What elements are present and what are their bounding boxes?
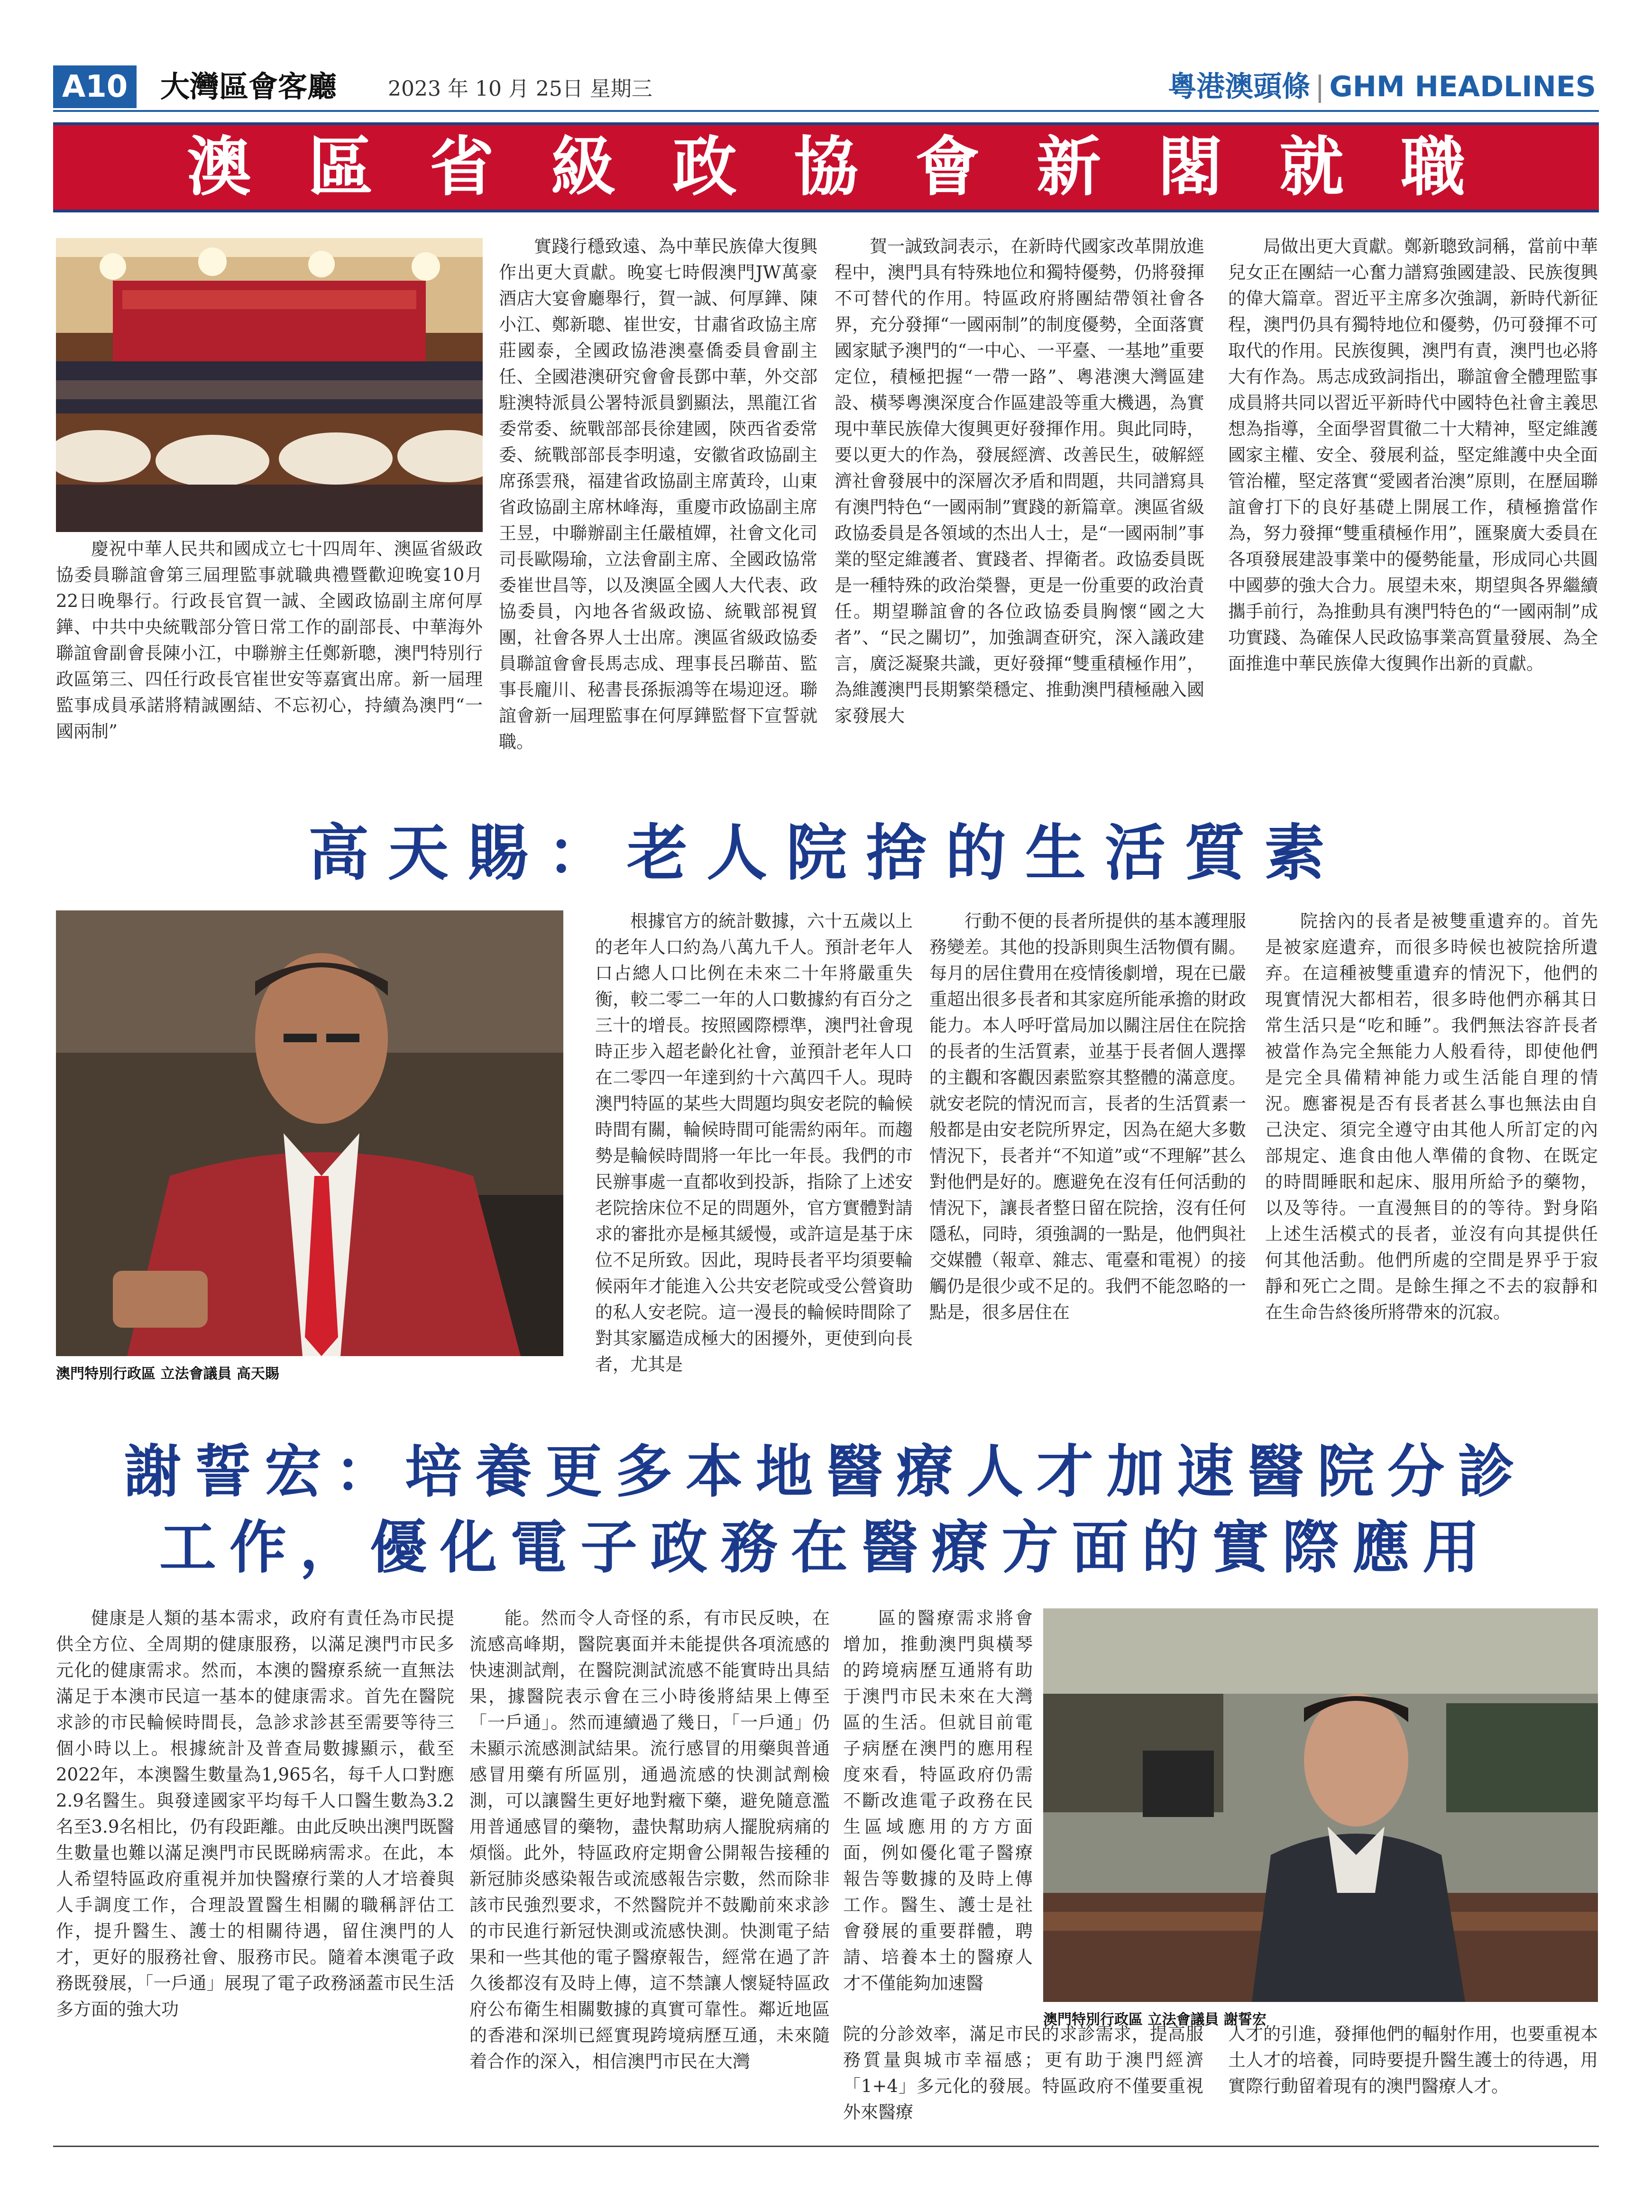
article2-col3-text: 院捨內的長者是被雙重遺弃的。首先是被家庭遺弃，而很多時候也被院捨所遺弃。在這種被雙重遺弃的情況下，他們的現實情況大都相若，很多時他們亦稱其日常生活只是“吃和睡”。我們無法容許長者被當作為完全無能力人般看待，即使他們是完全具備精神能力或生活能自理的情況。應審視是否有長者甚么事也無法由自己決定、須完全遵守由其他人所訂定的內部規定、進食由他人準備的食物、在既定的時間睡眠和起床、服用所給予的藥物，以及等待。一直漫無目的的等待。對身陷上述生活模式的長者，並沒有向其提供任何其他活動。他們所處的空間是界乎于寂靜和死亡之間。是餘生揮之不去的寂靜和在生命告終後所將帶來的沉寂。 bbox=[1265, 911, 1598, 1322]
article3-headline-line1: 謝誓宏：培養更多本地醫療人才加速醫院分診 bbox=[124, 1439, 1528, 1505]
article2-column-2 bbox=[929, 908, 1246, 1420]
article1-column-2 bbox=[499, 233, 817, 801]
article1-column-1 bbox=[56, 536, 483, 801]
speaker-photo-tse bbox=[1043, 1608, 1598, 2002]
article3-column-4-tail bbox=[1228, 2021, 1598, 2135]
article3-tail-left-text: 院的分診效率，滿足市民的求診需求，提高服務質量與城市幸福感；更有助于澳門經濟「1+4」多元化的發展。特區政府不僅要重視外來醫療 bbox=[843, 2024, 1203, 2122]
banquet-photo bbox=[56, 238, 483, 532]
article2-headline: 高天賜：老人院捨的生活質素 bbox=[308, 818, 1344, 889]
article2-column-3 bbox=[1265, 908, 1598, 1420]
page-number: A10 bbox=[53, 65, 137, 108]
article2-col1-text: 根據官方的統計數據，六十五歲以上的老年人口約為八萬九千人。預計老年人口占總人口比例在未來二十年將嚴重失衡，較二零二一年的人口數據約有百分之三十的增長。按照國際標準，澳門社會現時正步入超老齡化社會，並預計老年人口在二零四一年達到約十六萬四千人。現時澳門特區的某些大問題均與安老院的輪候時間有關，輪候時間可能需約兩年。而趨勢是輪候時間將一年比一年長。我們的市民辦事處一直都收到投訴，指除了上述安老院捨床位不足的問題外，官方實體對請求的審批亦是極其緩慢，或許這是基于床位不足所致。因此，現時長者平均須要輪候兩年才能進入公共安老院或受公營資助的私人安老院。這一漫長的輪候時間除了對其家屬造成極大的困擾外，更使到向長者，尤其是 bbox=[595, 911, 913, 1375]
brand-en: GHM HEADLINES bbox=[1329, 70, 1596, 103]
article3-column-3 bbox=[843, 1605, 1033, 2018]
article1-col1-text: 慶祝中華人民共和國成立七十四周年、澳區省級政協委員聯誼會第三屆理監事就職典禮暨歡迎晚宴10月22日晚舉行。行政長官賀一誠、全國政協副主席何厚鏵、中共中央統戰部分管日常工作的副部長、中華海外聯誼會副會長陳小江，中聯辦主任鄭新聰，澳門特別行政區第三、四任行政長官崔世安等嘉賓出席。新一屆理監事成員承諾將精誠團結、不忘初心，持續為澳門“一國兩制” bbox=[56, 539, 483, 742]
article3-column-3-tail bbox=[843, 2021, 1203, 2135]
article3-headline-line2: 工作，優化電子政務在醫療方面的實際應用 bbox=[159, 1515, 1493, 1581]
header-rule bbox=[53, 110, 1599, 112]
article1-column-3 bbox=[835, 233, 1204, 801]
article1-col2-text: 實踐行穩致遠、為中華民族偉大復興作出更大貢獻。晚宴七時假澳門JW萬豪酒店大宴會廳舉行，賀一誠、何厚鏵、陳小江、鄭新聰、崔世安，甘肅省政協主席莊國泰，全國政協港澳臺僑委員會副主任、全國港澳研究會會長鄧中華，外交部駐澳特派員公署特派員劉顯法，黑龍江省委常委、統戰部部長徐建國，陝西省委常委、統戰部部長李明遠，安徽省政協副主席孫雲飛，福建省政協副主席黃玲，山東省政協副主席林峰海，重慶市政協副主席王昱，中聯辦副主任嚴植嬋，社會文化司司長歐陽瑜，立法會副主席、全國政協常委崔世昌等，以及澳區全國人大代表、政協委員，內地各省級政協、統戰部視貿團，社會各界人士出席。澳區省級政協委員聯誼會會長馬志成、理事長呂聯苗、監事長龐川、秘書長孫振鴻等在場迎迓。聯誼會新一屆理監事在何厚鏵監督下宣誓就職。 bbox=[499, 236, 817, 752]
article1-headline-banner bbox=[53, 122, 1599, 212]
article3-col1-text: 健康是人類的基本需求，政府有責任為市民提供全方位、全周期的健康服務，以滿足澳門市民多元化的健康需求。然而，本澳的醫療系統一直無法滿足于本澳市民這一基本的健康需求。首先在醫院求診的市民輪候時間長，急診求診甚至需要等待三個小時以上。根據統計及普查局數據顯示，截至2022年，本澳醫生數量為1,965名，每千人口對應2.9名醫生。與發達國家平均每千人口醫生數為3.2名至3.9名相比，仍有段距離。由此反映出澳門既醫生數量也難以滿足澳門市民既睇病需求。在此，本人希望特區政府重視并加快醫療行業的人才培養與人手調度工作，合理設置醫生相關的職稱評估工作，提升醫生、護士的相關待遇，留住澳門的人才，更好的服務社會、服務市民。隨着本澳電子政務既發展，「一戶通」展現了電子政務涵蓋市民生活多方面的強大功 bbox=[56, 1608, 454, 2019]
issue-date: 2023 年 10 月 25日 星期三 bbox=[388, 77, 652, 101]
article1-col4-text: 局做出更大貢獻。鄭新聰致詞稱，當前中華兒女正在團結一心奮力譜寫強國建設、民族復興的偉大篇章。習近平主席多次強調，新時代新征程，澳門仍具有獨特地位和優勢，仍可發揮不可取代的作用。民族復興，澳門有責，澳門也必將大有作為。馬志成致詞指出，聯誼會全體理監事成員將共同以習近平新時代中國特色社會主義思想為指導，全面學習貫徹二十大精神，堅定維護國家主權、安全、發展利益，堅定維護中央全面管治權，堅定落實“愛國者治澳”原則，在歷屆聯誼會打下的良好基礎上開展工作，積極擔當作為，努力發揮“雙重積極作用”，匯聚廣大委員在各項發展建設事業中的優勢能量，形成同心共圓中國夢的強大合力。展望未來，期望與各界繼續攜手前行，為推動具有澳門特色的“一國兩制”成功實踐、為確保人民政協事業高質量發展、為全面推進中華民族偉大復興作出新的貢獻。 bbox=[1228, 236, 1598, 674]
article1-headline: 澳區省級政協會新閣就職 bbox=[187, 130, 1522, 205]
article2-column-1 bbox=[595, 908, 913, 1420]
article2-col2-text: 行動不便的長者所提供的基本護理服務變差。其他的投訴則與生活物價有關。每月的居住費用在疫情後劇增，現在已嚴重超出很多長者和其家庭所能承擔的財政能力。本人呼吁當局加以關注居住在院捨的長者的生活質素，並基于長者個人選擇的主觀和客觀因素監察其整體的滿意度。就安老院的情況而言，長者的生活質素一般都是由安老院所界定，因為在絕大多數情況下，長者并“不知道”或“不理解”甚么對他們是好的。應避免在沒有任何活動的情況下，讓長者整日留在院捨，沒有任何隱私，同時，須強調的一點是，他們與社交媒體（報章、雜志、電臺和電視）的接觸仍是很少或不足的。我們不能忽略的一點是，很多居住在 bbox=[929, 911, 1246, 1322]
article3-tail-right-text: 人才的引進，發揮他們的輻射作用，也要重視本土人才的培養，同時要提升醫生護士的待遇，用實際行動留着現有的澳門醫療人才。 bbox=[1228, 2024, 1598, 2096]
article1-column-4 bbox=[1228, 233, 1598, 801]
article3-column-2 bbox=[469, 1605, 830, 2131]
article2-photo-caption: 澳門特別行政區 立法會議員 高天賜 bbox=[56, 1366, 279, 1382]
footer-rule bbox=[53, 2146, 1599, 2147]
article3-col2-text: 能。然而令人奇怪的系，有市民反映，在流感高峰期，醫院裏面并未能提供各項流感的快速測試劑，在醫院測試流感不能實時出具結果，據醫院表示會在三小時後將結果上傳至「一戶通」。然而連續過了幾日，「一戶通」仍未顯示流感測試結果。流行感冒的用藥與普通感冒用藥有所區別，通過流感的快測試劑檢測，可以讓醫生更好地對癥下藥，避免隨意濫用普通感冒的藥物，盡快幫助病人擺脫病痛的煩惱。此外，特區政府定期會公開報告接種的新冠肺炎感染報告或流感報告宗數，然而除非該市民強烈要求，不然醫院并不鼓勵前來求診的市民進行新冠快測或流感快測。快測電子結果和一些其他的電子醫療報告，經常在過了許久後都沒有及時上傳，這不禁讓人懷疑特區政府公布衛生相關數據的真實可靠性。鄰近地區的香港和深圳已經實現跨境病歷互通，未來隨着合作的深入，相信澳門市民在大灣 bbox=[469, 1608, 830, 2072]
article1-col3-text: 賀一誠致詞表示，在新時代國家改革開放進程中，澳門具有特殊地位和獨特優勢，仍將發揮不可替代的作用。特區政府將團結帶領社會各界，充分發揮“一國兩制”的制度優勢，全面落實國家賦予澳門的“一中心、一平臺、一基地”重要定位，積極把握“一帶一路”、粵港澳大灣區建設、橫琴粵澳深度合作區建設等重大機遇，為實現中華民族偉大復興更好發揮作用。與此同時，要以更大的作為，發展經濟、改善民生，破解經濟社會發展中的深層次矛盾和問題，共同譜寫具有澳門特色“一國兩制”實踐的新篇章。澳區省級政協委員是各領域的杰出人士，是“一國兩制”事業的堅定維護者、實踐者、捍衛者。政協委員既是一種特殊的政治榮譽，更是一份重要的政治責任。期望聯誼會的各位政協委員胸懷“國之大者”、“民之關切”，加強調查研究，深入議政建言，廣泛凝聚共識，更好發揮“雙重積極作用”，為維護澳門長期繁榮穩定、推動澳門積極融入國家發展大 bbox=[835, 236, 1204, 726]
speaker-photo-ko bbox=[56, 910, 563, 1356]
brand-cn: 粵港澳頭條 bbox=[1168, 70, 1311, 103]
article3-photo-caption: 澳門特別行政區 立法會議員 謝誓宏 bbox=[1043, 2011, 1267, 2028]
brand-masthead bbox=[1168, 65, 1596, 108]
section-name: 大灣區會客廳 bbox=[160, 69, 337, 104]
article3-col3-text: 區的醫療需求將會增加，推動澳門與橫琴的跨境病歷互通將有助于澳門市民未來在大灣區的生活。但就目前電子病歷在澳門的應用程度來看，特區政府仍需不斷改進電子政務在民生區域應用的方方面面，例如優化電子醫療報告等數據的及時上傳工作。醫生、護士是社會發展的重要群體，聘請、培養本土的醫療人才不僅能夠加速醫 bbox=[843, 1608, 1033, 1993]
article3-column-1 bbox=[56, 1605, 454, 2131]
brand-separator: | bbox=[1315, 70, 1325, 103]
